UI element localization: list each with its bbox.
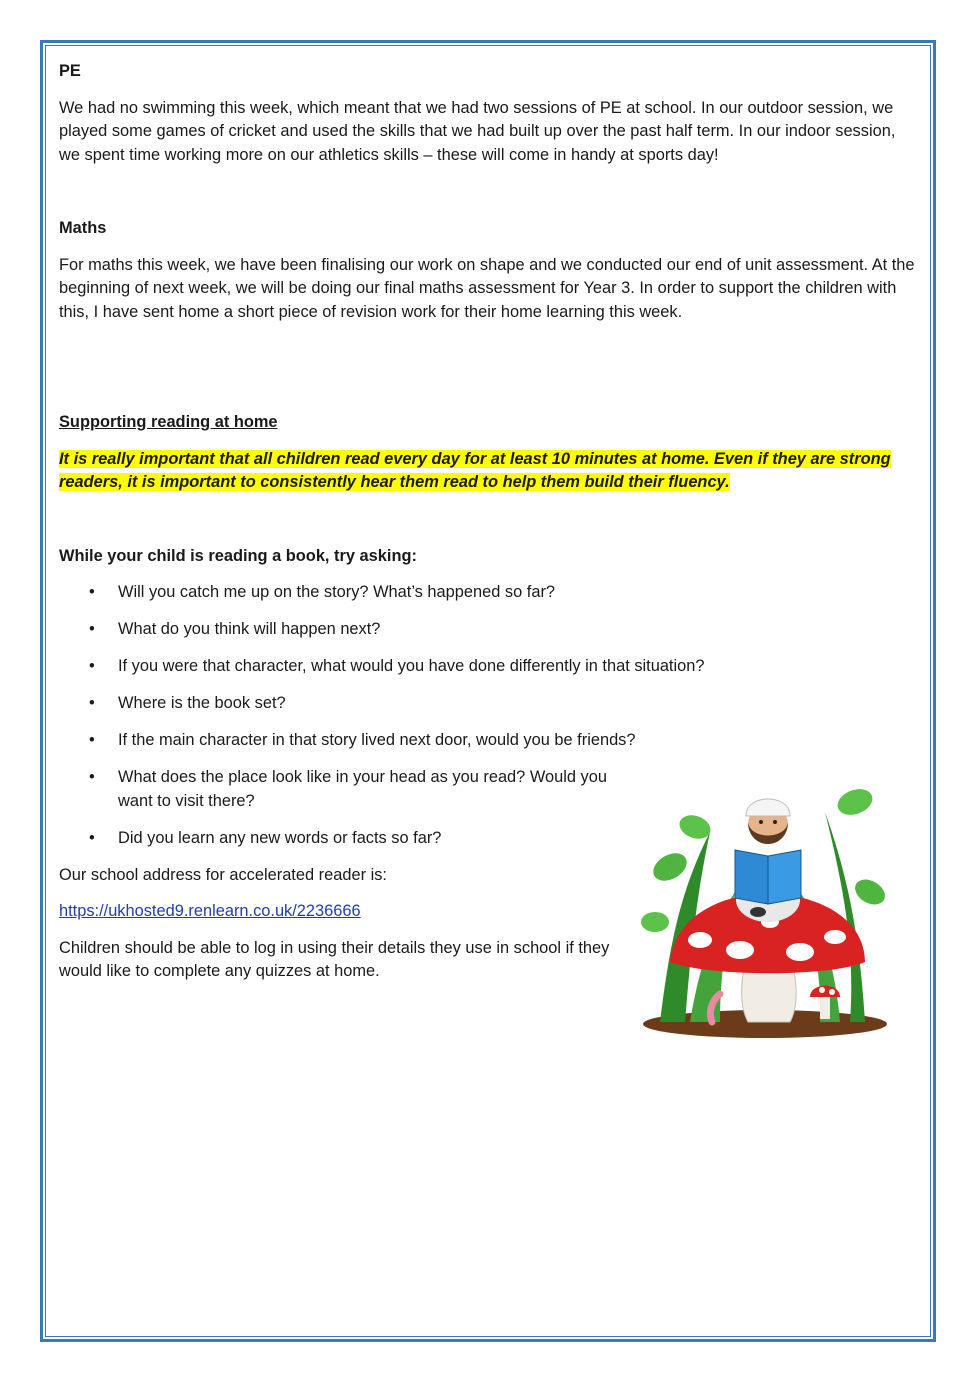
bullet-icon: • (89, 828, 95, 847)
highlighted-text: It is really important that all children read every day for at least 10 minutes at home. Even if they are strong readers, it is important to consistently hear them read to help them build their fluency. (59, 449, 891, 491)
reading-highlight-paragraph (59, 448, 917, 495)
bullet-icon: • (89, 620, 95, 638)
reading-heading: Supporting reading at home (59, 413, 278, 431)
maths-paragraph: For maths this week, we have been finalising our work on shape and we conducted our end of unit assessment. At the beginning of next week, we will be doing our final maths assessment for Year 3. In order to support the children with this, I have sent home a short piece of revision work for their home learning this week. (59, 255, 915, 321)
boy-reading-on-mushroom-illustration (640, 772, 890, 1042)
list-item: • If you were that character, what would you have done differently in that situation? (59, 655, 919, 679)
bullet-icon: • (89, 657, 95, 675)
maths-heading: Maths (59, 219, 107, 237)
list-item: • Will you catch me up on the story? What’s happened so far? (59, 581, 919, 605)
closing-paragraph: Children should be able to log in using their details they use in school if they would like to complete any quizzes at home. (59, 938, 610, 980)
list-item: • What does the place look like in your head as you read? Would you want to visit there? (89, 768, 607, 810)
bullet-icon: • (89, 731, 95, 749)
pe-paragraph: We had no swimming this week, which meant that we had two sessions of PE at school. In our outdoor session, we played some games of cricket and used the skills that we had built up over the past half term. In our indoor session, we spent time working more on our athletics skills – these will come in handy at sports day! (59, 98, 896, 164)
bullet-icon: • (89, 768, 95, 786)
accelerated-reader-link[interactable]: https://ukhosted9.renlearn.co.uk/2236666 (59, 902, 361, 920)
ask-heading: While your child is reading a book, try asking: (59, 546, 417, 565)
list-item: • If the main character in that story lived next door, would you be friends? (59, 729, 919, 753)
address-intro: Our school address for accelerated reader is: (59, 865, 387, 884)
list-item: • Where is the book set? (59, 692, 919, 716)
list-item: • Did you learn any new words or facts so far? (59, 827, 919, 851)
pe-heading: PE (59, 62, 81, 80)
list-item: • What do you think will happen next? (59, 618, 919, 642)
bullet-icon: • (89, 694, 95, 712)
bullet-icon: • (89, 583, 95, 601)
